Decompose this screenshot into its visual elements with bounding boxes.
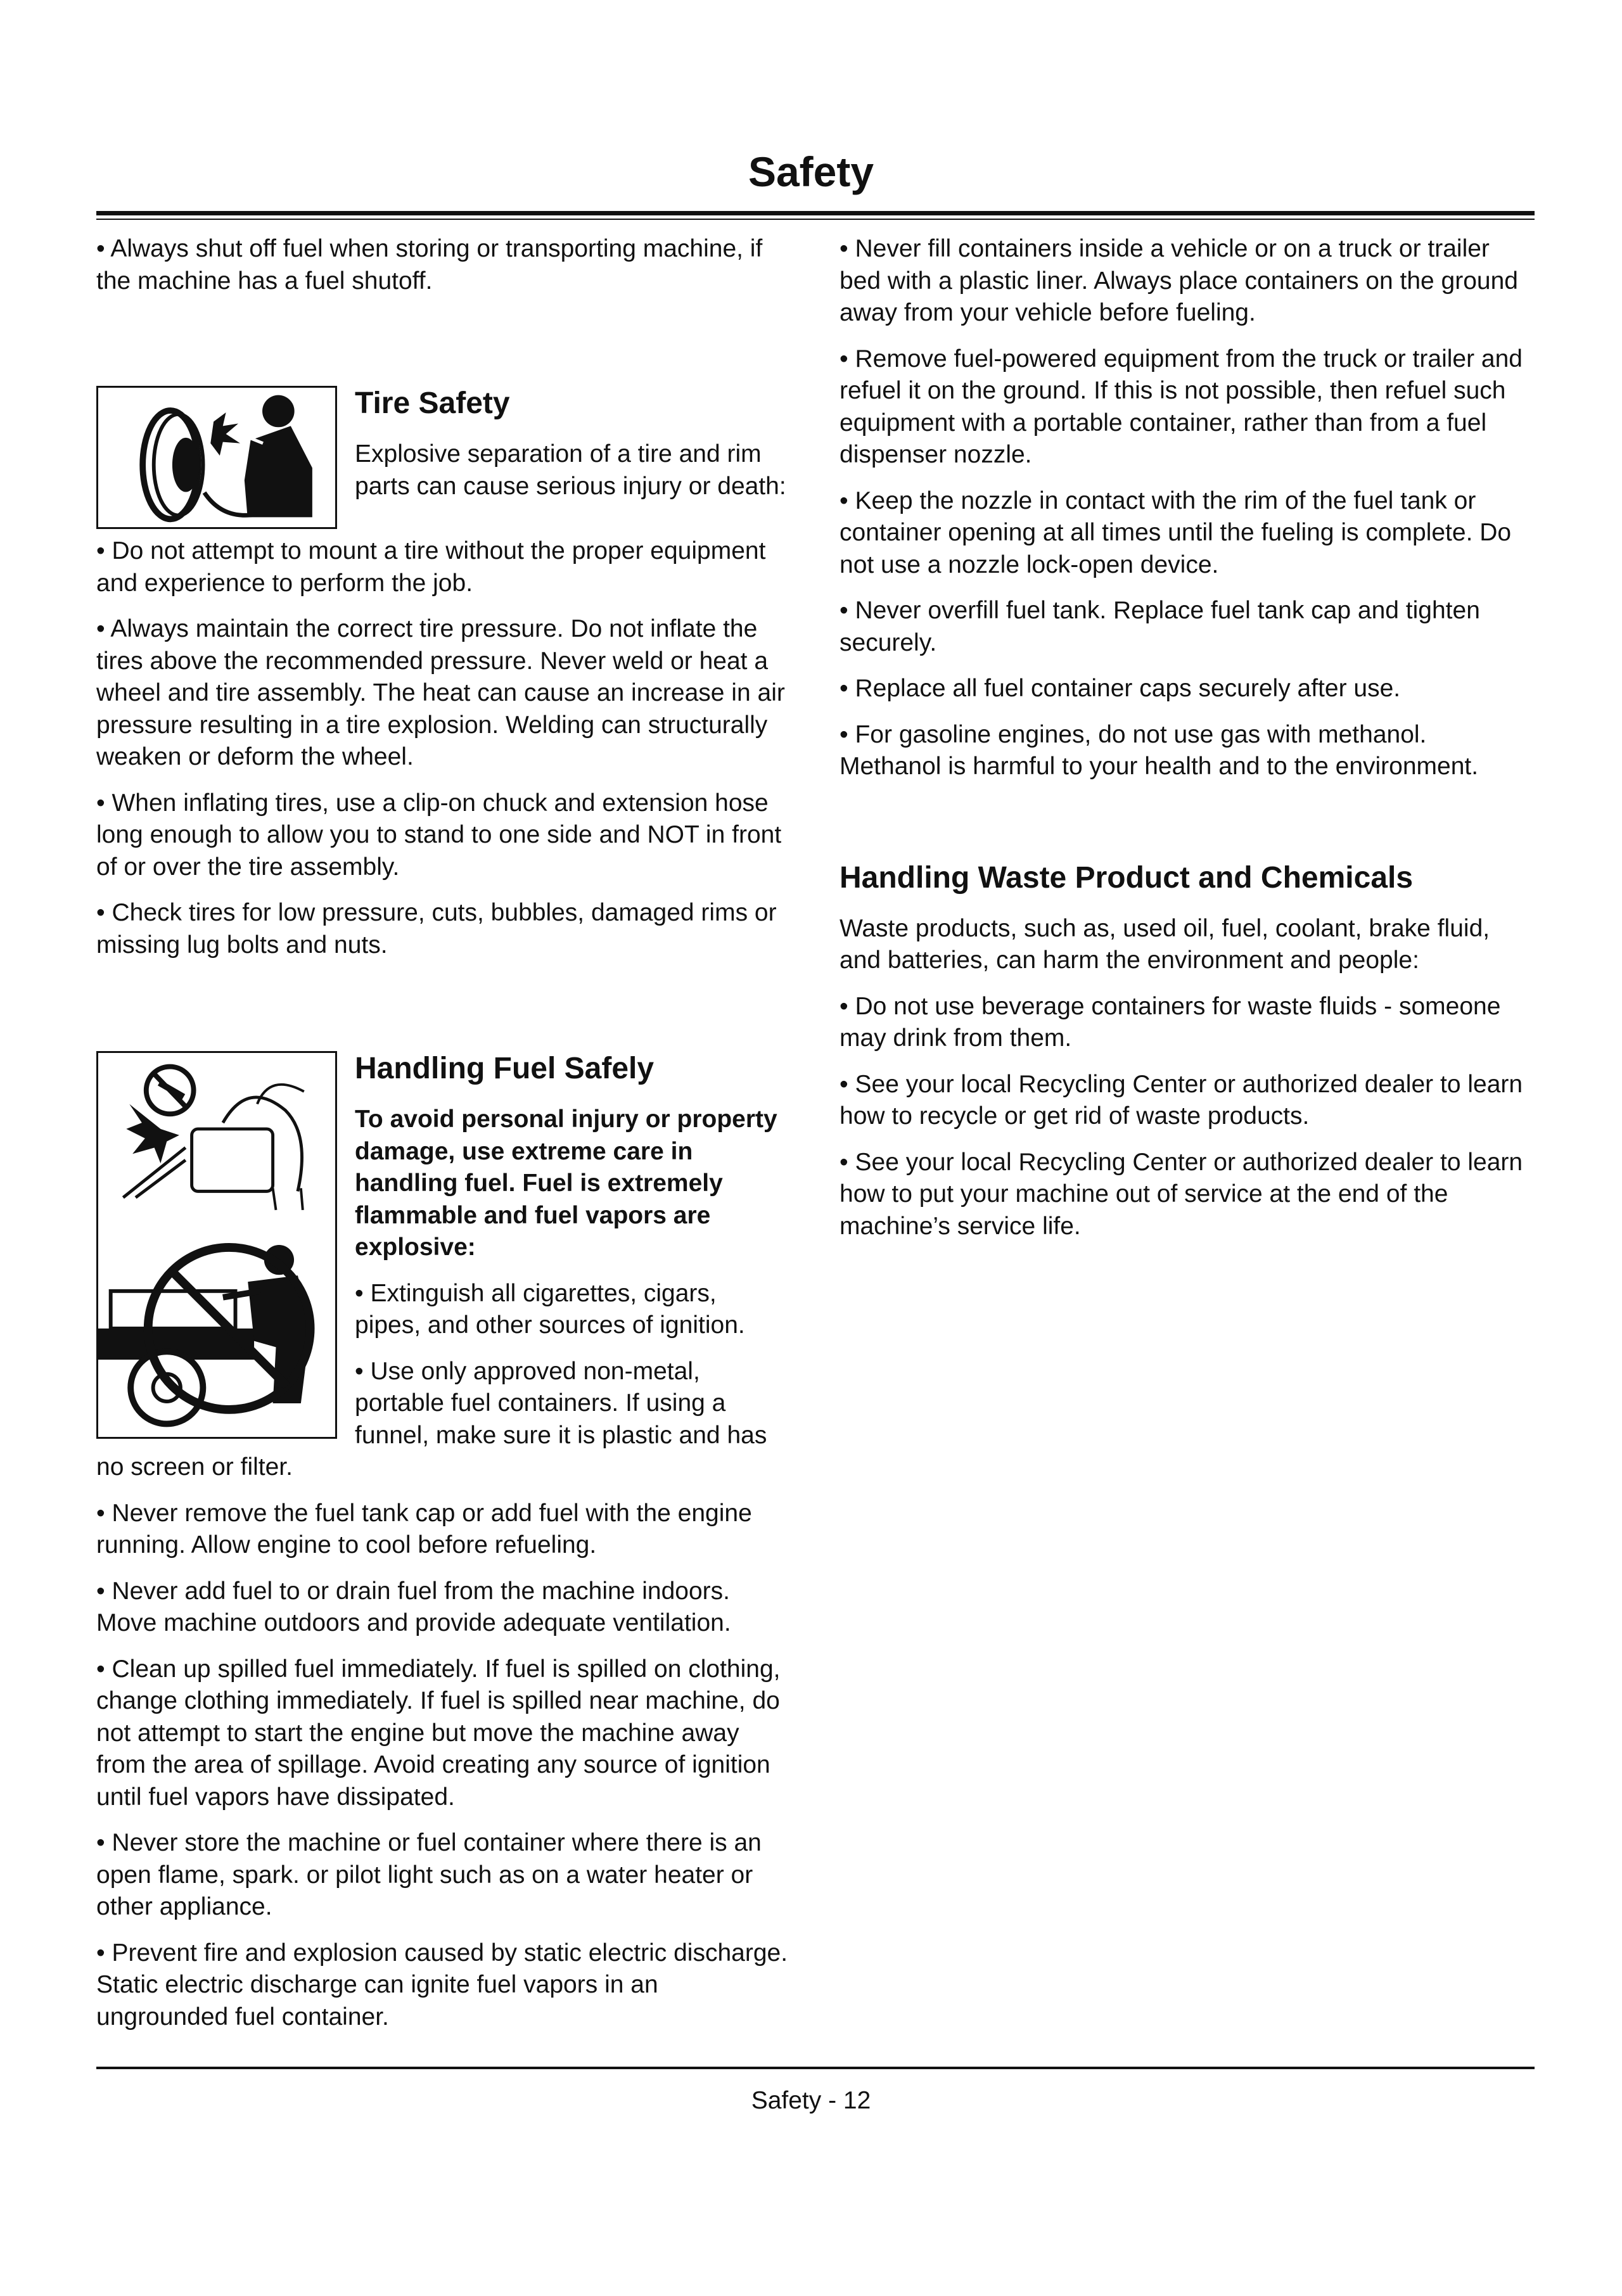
fuel-safety-heading: Handling Fuel Safely: [355, 1052, 655, 1085]
waste-bullet: • Do not use beverage containers for waste fluids - someone may drink from them.: [840, 992, 1501, 1052]
tire-safety-intro: Explosive separation of a tire and rim parts can cause serious injury or death:: [355, 440, 786, 500]
fuel-bullet: • Prevent fire and explosion caused by static electric discharge. Static electric discharge can ignite fuel vapors in an ungrounded fuel container.: [96, 1939, 788, 2031]
waste-heading: Handling Waste Product and Chemicals: [840, 860, 1414, 895]
fuel-warning: To avoid personal injury or property damage, use extreme care in handling fuel. Fuel is extremely flammable and fuel vapors are explosive:: [355, 1106, 777, 1261]
footer-rule: [96, 2067, 1535, 2069]
fuel-bullet: • Replace all fuel container caps securely after use.: [840, 675, 1401, 702]
fuel-bullet: • Never remove the fuel tank cap or add fuel with the engine running. Allow engine to cool before refueling.: [96, 1499, 752, 1559]
fuel-bullet: • Extinguish all cigarettes, cigars, pipes, and other sources of ignition.: [355, 1279, 745, 1339]
fuel-bullet: • Never fill containers inside a vehicle or on a truck or trailer bed with a plastic liner. Always place containers on the ground away from your vehicle before fueling.: [840, 235, 1518, 326]
no-fueling-running-engine-icon: [98, 1245, 310, 1424]
left-column: [96, 233, 788, 2047]
fuel-safety-icon: [96, 1051, 337, 1439]
tire-explosion-icon: [96, 386, 337, 529]
fuel-bullet: • Keep the nozzle in contact with the rim of the fuel tank or container opening at all times until the fueling is complete. Do not use a nozzle lock-open device.: [840, 487, 1512, 578]
waste-intro: Waste products, such as, used oil, fuel, coolant, brake fluid, and batteries, can harm the environment and people:: [840, 914, 1490, 974]
no-smoking-fueling-icon: [123, 1067, 303, 1210]
page-title: Safety: [748, 148, 874, 195]
tire-bullet: • Do not attempt to mount a tire without the proper equipment and experience to perform the job.: [96, 537, 766, 597]
header-rule-thin: [96, 219, 1535, 220]
waste-bullet: • See your local Recycling Center or authorized dealer to learn how to put your machine out of service at the end of the machine’s service life.: [840, 1148, 1523, 1240]
tire-bullet: • When inflating tires, use a clip-on chuck and extension hose long enough to allow you to stand to one side and NOT in front of or over the tire assembly.: [96, 789, 782, 881]
page-number: Safety - 12: [751, 2087, 871, 2114]
fuel-shutoff-bullet: • Always shut off fuel when storing or transporting machine, if the machine has a fuel shutoff.: [96, 235, 763, 295]
waste-bullet: • See your local Recycling Center or authorized dealer to learn how to recycle or get rid of waste products.: [840, 1070, 1523, 1130]
header-rule: [96, 211, 1535, 215]
fuel-bullet: • For gasoline engines, do not use gas with methanol. Methanol is harmful to your health and to the environment.: [840, 720, 1479, 780]
tire-bullet: • Always maintain the correct tire pressure. Do not inflate the tires above the recommended pressure. Never weld or heat a wheel and tire assembly. The heat can cause an increase in air pressure resulting in a tire explosion. Welding can structurally weaken or deform the wheel.: [96, 615, 785, 770]
fuel-bullet: • Never overfill fuel tank. Replace fuel tank cap and tighten securely.: [840, 597, 1480, 656]
right-column: [840, 233, 1535, 1256]
fuel-bullet: • Clean up spilled fuel immediately. If fuel is spilled on clothing, change clothing immediately. If fuel is spilled near machine, do not attempt to start the engine but move the machine away from the area of spillage. Avoid creating any source of ignition until fuel vapors have dissipated.: [96, 1655, 781, 1811]
fuel-bullet: • Remove fuel-powered equipment from the truck or trailer and refuel it on the ground. If this is not possible, then refuel such equipment with a portable container, rather than from a fuel dispenser nozzle.: [840, 345, 1523, 468]
tire-bullet: • Check tires for low pressure, cuts, bubbles, damaged rims or missing lug bolts and nuts.: [96, 899, 777, 959]
tire-safety-heading: Tire Safety: [355, 386, 510, 420]
fuel-bullet: • Never store the machine or fuel container where there is an open flame, spark. or pilot light such as on a water heater or other appliance.: [96, 1829, 762, 1921]
fuel-bullet: • Never add fuel to or drain fuel from the machine indoors. Move machine outdoors and provide adequate ventilation.: [96, 1577, 731, 1637]
fuel-bullet: • Use only approved non-metal, portable fuel containers. If using a funnel, make sure it is plastic and has no screen or filter.: [96, 1357, 767, 1481]
